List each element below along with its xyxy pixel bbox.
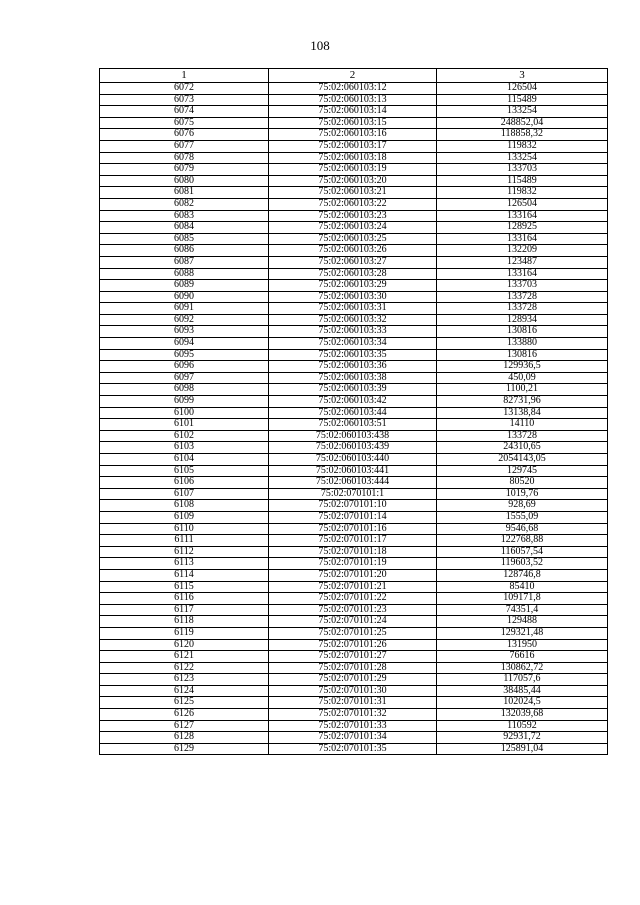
table-row <box>100 616 608 628</box>
row-number-cell: 6122 <box>100 662 269 674</box>
row-number-cell: 6101 <box>100 419 269 431</box>
table-row <box>100 500 608 512</box>
table-row <box>100 430 608 442</box>
row-number-cell: 6080 <box>100 175 269 187</box>
row-number-cell: 6121 <box>100 651 269 663</box>
cadastral-number-cell: 75:02:070101:25 <box>269 627 437 639</box>
value-cell: 119832 <box>437 187 608 199</box>
cadastral-number-cell: 75:02:070101:10 <box>269 500 437 512</box>
value-cell: 130862,72 <box>437 662 608 674</box>
table-row <box>100 349 608 361</box>
value-cell: 450,09 <box>437 372 608 384</box>
value-cell: 109171,8 <box>437 593 608 605</box>
table-row <box>100 546 608 558</box>
value-cell: 102024,5 <box>437 697 608 709</box>
row-number-cell: 6126 <box>100 709 269 721</box>
cadastral-number-cell: 75:02:060103:30 <box>269 291 437 303</box>
value-cell: 132209 <box>437 245 608 257</box>
table-row <box>100 732 608 744</box>
table-row <box>100 662 608 674</box>
row-number-cell: 6085 <box>100 233 269 245</box>
value-cell: 74351,4 <box>437 604 608 616</box>
value-cell: 133728 <box>437 430 608 442</box>
table-row <box>100 558 608 570</box>
row-number-cell: 6089 <box>100 280 269 292</box>
table-row <box>100 384 608 396</box>
row-number-cell: 6086 <box>100 245 269 257</box>
table-row <box>100 639 608 651</box>
cadastral-number-cell: 75:02:060103:42 <box>269 396 437 408</box>
cadastral-number-cell: 75:02:060103:29 <box>269 280 437 292</box>
table-row <box>100 314 608 326</box>
cadastral-number-cell: 75:02:060103:17 <box>269 140 437 152</box>
row-number-cell: 6116 <box>100 593 269 605</box>
row-number-cell: 6096 <box>100 361 269 373</box>
cadastral-number-cell: 75:02:070101:35 <box>269 743 437 755</box>
cadastral-number-cell: 75:02:070101:24 <box>269 616 437 628</box>
cadastral-number-cell: 75:02:070101:14 <box>269 511 437 523</box>
table-row <box>100 268 608 280</box>
table-row <box>100 627 608 639</box>
row-number-cell: 6097 <box>100 372 269 384</box>
value-cell: 133164 <box>437 268 608 280</box>
value-cell: 14110 <box>437 419 608 431</box>
row-number-cell: 6081 <box>100 187 269 199</box>
cadastral-number-cell: 75:02:070101:28 <box>269 662 437 674</box>
value-cell: 119603,52 <box>437 558 608 570</box>
value-cell: 133703 <box>437 280 608 292</box>
row-number-cell: 6106 <box>100 477 269 489</box>
column-header: 2 <box>269 69 437 83</box>
value-cell: 116057,54 <box>437 546 608 558</box>
table-row <box>100 210 608 222</box>
value-cell: 248852,04 <box>437 117 608 129</box>
table-row <box>100 535 608 547</box>
cadastral-number-cell: 75:02:070101:1 <box>269 488 437 500</box>
value-cell: 130816 <box>437 349 608 361</box>
value-cell: 13138,84 <box>437 407 608 419</box>
row-number-cell: 6105 <box>100 465 269 477</box>
cadastral-number-cell: 75:02:070101:22 <box>269 593 437 605</box>
table-row <box>100 511 608 523</box>
row-number-cell: 6078 <box>100 152 269 164</box>
row-number-cell: 6098 <box>100 384 269 396</box>
value-cell: 125891,04 <box>437 743 608 755</box>
row-number-cell: 6093 <box>100 326 269 338</box>
value-cell: 110592 <box>437 720 608 732</box>
page-number: 108 <box>310 38 330 53</box>
value-cell: 126504 <box>437 83 608 95</box>
cadastral-number-cell: 75:02:060103:36 <box>269 361 437 373</box>
row-number-cell: 6095 <box>100 349 269 361</box>
value-cell: 133164 <box>437 233 608 245</box>
value-cell: 129488 <box>437 616 608 628</box>
table-row <box>100 198 608 210</box>
table-row <box>100 222 608 234</box>
value-cell: 1555,09 <box>437 511 608 523</box>
table-row <box>100 94 608 106</box>
cadastral-number-cell: 75:02:060103:39 <box>269 384 437 396</box>
cadastral-number-cell: 75:02:060103:22 <box>269 198 437 210</box>
value-cell: 115489 <box>437 175 608 187</box>
row-number-cell: 6079 <box>100 164 269 176</box>
cadastral-number-cell: 75:02:060103:31 <box>269 303 437 315</box>
table-row <box>100 709 608 721</box>
cadastral-number-cell: 75:02:070101:30 <box>269 685 437 697</box>
column-header: 3 <box>437 69 608 83</box>
table-row <box>100 291 608 303</box>
row-number-cell: 6108 <box>100 500 269 512</box>
cadastral-number-cell: 75:02:060103:51 <box>269 419 437 431</box>
value-cell: 2054143,05 <box>437 454 608 466</box>
row-number-cell: 6103 <box>100 442 269 454</box>
value-cell: 38485,44 <box>437 685 608 697</box>
row-number-cell: 6076 <box>100 129 269 141</box>
table-row <box>100 280 608 292</box>
value-cell: 115489 <box>437 94 608 106</box>
row-number-cell: 6075 <box>100 117 269 129</box>
cadastral-number-cell: 75:02:070101:27 <box>269 651 437 663</box>
value-cell: 128746,8 <box>437 569 608 581</box>
table-row <box>100 106 608 118</box>
value-cell: 133728 <box>437 303 608 315</box>
table-row <box>100 361 608 373</box>
value-cell: 122768,88 <box>437 535 608 547</box>
cadastral-number-cell: 75:02:060103:25 <box>269 233 437 245</box>
cadastral-number-cell: 75:02:060103:44 <box>269 407 437 419</box>
table-row <box>100 523 608 535</box>
row-number-cell: 6113 <box>100 558 269 570</box>
table-row <box>100 303 608 315</box>
value-cell: 133254 <box>437 106 608 118</box>
cadastral-number-cell: 75:02:070101:32 <box>269 709 437 721</box>
cadastral-number-cell: 75:02:070101:29 <box>269 674 437 686</box>
cadastral-number-cell: 75:02:070101:19 <box>269 558 437 570</box>
table-row <box>100 697 608 709</box>
row-number-cell: 6127 <box>100 720 269 732</box>
row-number-cell: 6125 <box>100 697 269 709</box>
value-cell: 129745 <box>437 465 608 477</box>
table-body <box>100 83 608 755</box>
value-cell: 117057,6 <box>437 674 608 686</box>
table-row <box>100 256 608 268</box>
table-row <box>100 454 608 466</box>
cadastral-number-cell: 75:02:060103:23 <box>269 210 437 222</box>
row-number-cell: 6100 <box>100 407 269 419</box>
cadastral-number-cell: 75:02:060103:441 <box>269 465 437 477</box>
value-cell: 118858,32 <box>437 129 608 141</box>
row-number-cell: 6094 <box>100 338 269 350</box>
table-row <box>100 442 608 454</box>
row-number-cell: 6104 <box>100 454 269 466</box>
value-cell: 24310,65 <box>437 442 608 454</box>
row-number-cell: 6114 <box>100 569 269 581</box>
cadastral-number-cell: 75:02:060103:439 <box>269 442 437 454</box>
table-row <box>100 175 608 187</box>
row-number-cell: 6118 <box>100 616 269 628</box>
cadastral-number-cell: 75:02:060103:440 <box>269 454 437 466</box>
table-row <box>100 372 608 384</box>
cadastral-number-cell: 75:02:060103:38 <box>269 372 437 384</box>
cadastral-number-cell: 75:02:060103:33 <box>269 326 437 338</box>
value-cell: 928,69 <box>437 500 608 512</box>
cadastral-number-cell: 75:02:060103:14 <box>269 106 437 118</box>
table-row <box>100 338 608 350</box>
cadastral-number-cell: 75:02:060103:34 <box>269 338 437 350</box>
cadastral-number-cell: 75:02:060103:13 <box>269 94 437 106</box>
value-cell: 1019,76 <box>437 488 608 500</box>
table-row <box>100 674 608 686</box>
value-cell: 133164 <box>437 210 608 222</box>
row-number-cell: 6088 <box>100 268 269 280</box>
table-row <box>100 685 608 697</box>
row-number-cell: 6129 <box>100 743 269 755</box>
value-cell: 133728 <box>437 291 608 303</box>
cadastral-number-cell: 75:02:060103:35 <box>269 349 437 361</box>
cadastral-number-cell: 75:02:060103:28 <box>269 268 437 280</box>
cadastral-number-cell: 75:02:060103:12 <box>269 83 437 95</box>
value-cell: 126504 <box>437 198 608 210</box>
value-cell: 82731,96 <box>437 396 608 408</box>
value-cell: 130816 <box>437 326 608 338</box>
table-row <box>100 396 608 408</box>
table-row <box>100 465 608 477</box>
value-cell: 133254 <box>437 152 608 164</box>
cadastral-number-cell: 75:02:060103:26 <box>269 245 437 257</box>
row-number-cell: 6091 <box>100 303 269 315</box>
table-row <box>100 164 608 176</box>
table-row <box>100 720 608 732</box>
row-number-cell: 6124 <box>100 685 269 697</box>
cadastral-number-cell: 75:02:060103:21 <box>269 187 437 199</box>
cadastral-number-cell: 75:02:060103:18 <box>269 152 437 164</box>
table-row <box>100 233 608 245</box>
value-cell: 132039,68 <box>437 709 608 721</box>
row-number-cell: 6111 <box>100 535 269 547</box>
value-cell: 129936,5 <box>437 361 608 373</box>
row-number-cell: 6092 <box>100 314 269 326</box>
table-row <box>100 569 608 581</box>
row-number-cell: 6090 <box>100 291 269 303</box>
value-cell: 85410 <box>437 581 608 593</box>
cadastral-number-cell: 75:02:070101:26 <box>269 639 437 651</box>
table-row <box>100 129 608 141</box>
table-row <box>100 117 608 129</box>
table-row <box>100 419 608 431</box>
table-row <box>100 187 608 199</box>
value-cell: 92931,72 <box>437 732 608 744</box>
table-header-row <box>100 69 608 83</box>
cadastral-number-cell: 75:02:070101:33 <box>269 720 437 732</box>
row-number-cell: 6123 <box>100 674 269 686</box>
value-cell: 133880 <box>437 338 608 350</box>
row-number-cell: 6082 <box>100 198 269 210</box>
cadastral-number-cell: 75:02:070101:18 <box>269 546 437 558</box>
value-cell: 76616 <box>437 651 608 663</box>
cadastral-number-cell: 75:02:060103:444 <box>269 477 437 489</box>
row-number-cell: 6074 <box>100 106 269 118</box>
row-number-cell: 6128 <box>100 732 269 744</box>
cadastral-number-cell: 75:02:060103:20 <box>269 175 437 187</box>
table-row <box>100 140 608 152</box>
table-row <box>100 581 608 593</box>
row-number-cell: 6072 <box>100 83 269 95</box>
cadastral-number-cell: 75:02:060103:27 <box>269 256 437 268</box>
column-header: 1 <box>100 69 269 83</box>
value-cell: 80520 <box>437 477 608 489</box>
table-row <box>100 245 608 257</box>
row-number-cell: 6119 <box>100 627 269 639</box>
cadastral-number-cell: 75:02:060103:24 <box>269 222 437 234</box>
cadastral-number-cell: 75:02:060103:16 <box>269 129 437 141</box>
table-row <box>100 743 608 755</box>
table-row <box>100 152 608 164</box>
row-number-cell: 6110 <box>100 523 269 535</box>
row-number-cell: 6083 <box>100 210 269 222</box>
row-number-cell: 6115 <box>100 581 269 593</box>
cadastral-number-cell: 75:02:070101:31 <box>269 697 437 709</box>
value-cell: 1100,21 <box>437 384 608 396</box>
cadastral-number-cell: 75:02:070101:20 <box>269 569 437 581</box>
cadastral-number-cell: 75:02:070101:21 <box>269 581 437 593</box>
table-row <box>100 326 608 338</box>
value-cell: 131950 <box>437 639 608 651</box>
cadastral-number-cell: 75:02:060103:19 <box>269 164 437 176</box>
cadastral-number-cell: 75:02:060103:15 <box>269 117 437 129</box>
row-number-cell: 6084 <box>100 222 269 234</box>
table-row <box>100 407 608 419</box>
row-number-cell: 6077 <box>100 140 269 152</box>
table-row <box>100 651 608 663</box>
cadastral-number-cell: 75:02:070101:16 <box>269 523 437 535</box>
cadastral-number-cell: 75:02:070101:23 <box>269 604 437 616</box>
value-cell: 128925 <box>437 222 608 234</box>
value-cell: 128934 <box>437 314 608 326</box>
value-cell: 123487 <box>437 256 608 268</box>
cadastral-number-cell: 75:02:070101:34 <box>269 732 437 744</box>
row-number-cell: 6112 <box>100 546 269 558</box>
table-row <box>100 477 608 489</box>
table-row <box>100 593 608 605</box>
cadastral-number-cell: 75:02:060103:32 <box>269 314 437 326</box>
cadastral-number-cell: 75:02:070101:17 <box>269 535 437 547</box>
table-row <box>100 83 608 95</box>
row-number-cell: 6087 <box>100 256 269 268</box>
row-number-cell: 6120 <box>100 639 269 651</box>
table-row <box>100 488 608 500</box>
value-cell: 9546,68 <box>437 523 608 535</box>
table-row <box>100 604 608 616</box>
row-number-cell: 6117 <box>100 604 269 616</box>
row-number-cell: 6102 <box>100 430 269 442</box>
cadastral-number-cell: 75:02:060103:438 <box>269 430 437 442</box>
row-number-cell: 6073 <box>100 94 269 106</box>
row-number-cell: 6109 <box>100 511 269 523</box>
row-number-cell: 6099 <box>100 396 269 408</box>
cadastral-table <box>99 68 608 755</box>
value-cell: 119832 <box>437 140 608 152</box>
row-number-cell: 6107 <box>100 488 269 500</box>
value-cell: 129321,48 <box>437 627 608 639</box>
value-cell: 133703 <box>437 164 608 176</box>
